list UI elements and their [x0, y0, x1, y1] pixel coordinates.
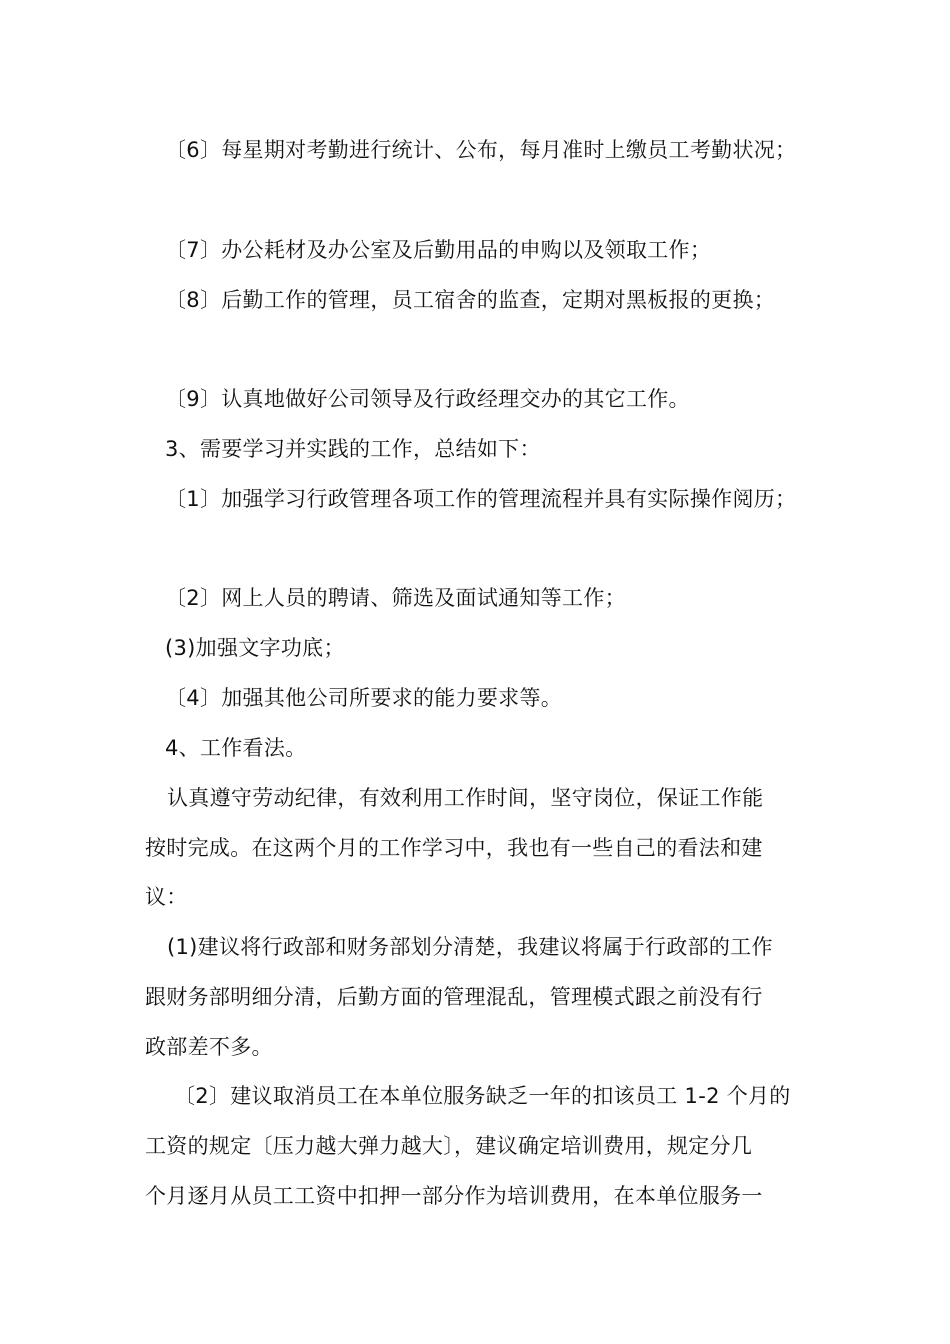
suggestion-1-line: 跟财务部明细分清，后勤方面的管理混乱，管理模式跟之前没有行	[145, 985, 763, 1009]
list-item-2: 〔2〕网上人员的聘请、筛选及面试通知等工作；	[165, 586, 626, 610]
list-item-9: 〔9〕认真地做好公司领导及行政经理交办的其它工作。	[165, 387, 690, 411]
paragraph-line: 认真遵守劳动纪律，有效利用工作时间，坚守岗位，保证工作能	[167, 786, 764, 810]
list-item-4: 〔4〕加强其他公司所要求的能力要求等。	[165, 686, 563, 710]
list-item-6: 〔6〕每星期对考勤进行统计、公布，每月准时上缴员工考勤状况；	[165, 138, 797, 162]
suggestion-2-line: 个月逐月从员工工资中扣押一部分作为培训费用，在本单位服务一	[145, 1184, 763, 1208]
section-heading-3: 3、需要学习并实践的工作，总结如下：	[165, 437, 541, 461]
list-item-3: (3)加强文字功底；	[165, 636, 345, 660]
suggestion-2-line: 工资的规定〔压力越大弹力越大〕，建议确定培训费用，规定分几	[145, 1134, 753, 1158]
section-heading-4: 4、工作看法。	[165, 736, 307, 760]
suggestion-2-line: 〔2〕建议取消员工在本单位服务缺乏一年的扣该员工 1-2 个月的	[174, 1084, 791, 1108]
list-item-8: 〔8〕后勤工作的管理，员工宿舍的监查，定期对黑板报的更换；	[165, 288, 776, 312]
list-item-1: 〔1〕加强学习行政管理各项工作的管理流程并具有实际操作阅历；	[165, 487, 797, 511]
paragraph-line: 议：	[145, 885, 188, 909]
suggestion-1-line: (1)建议将行政部和财务部划分清楚，我建议将属于行政部的工作	[167, 935, 773, 959]
suggestion-1-line: 政部差不多。	[145, 1035, 273, 1059]
paragraph-line: 按时完成。在这两个月的工作学习中，我也有一些自己的看法和建	[145, 836, 763, 860]
list-item-7: 〔7〕办公耗材及办公室及后勤用品的申购以及领取工作；	[165, 238, 712, 262]
